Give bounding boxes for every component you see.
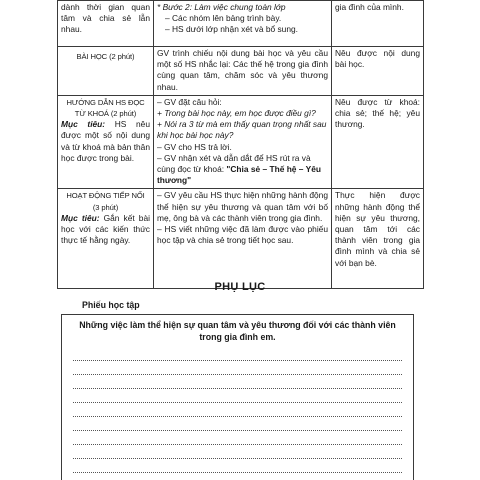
lesson-plan-table xyxy=(57,0,424,289)
activity-text: dành thời gian quan tâm và chia sẻ lẫn nhau. xyxy=(61,2,150,35)
keywords: "Chia sẻ – Thế hệ – Yêu thương" xyxy=(157,164,321,186)
table-row xyxy=(58,1,424,47)
activity-cell xyxy=(58,1,154,47)
outcome-text: Thực hiện được những hành động thể hiện sự yêu thương, quan tâm tới các thành viên trong gia đình mình và chia sẻ với bạn bè. xyxy=(335,190,420,268)
answer-line[interactable] xyxy=(73,375,402,389)
worksheet-title: Những việc làm thể hiện sự quan tâm và yêu thương đối với các thành viên trong gia đình em. xyxy=(79,320,396,342)
objective-label: Mục tiêu: xyxy=(61,119,106,130)
teacher-activity-cell xyxy=(154,95,332,189)
answer-line[interactable] xyxy=(73,403,402,417)
outcome-text: Nêu được từ khoá: chia sẻ; thế hệ; yêu thương. xyxy=(335,96,420,130)
question-line: + Trong bài học này, em học được điều gì? xyxy=(157,108,316,119)
step-line: – HS viết những việc đã làm được vào phiếu học tập và chia sẻ trong tiết học sau. xyxy=(157,224,328,246)
phase-subtitle: (3 phút) xyxy=(92,202,119,212)
teacher-activity-cell xyxy=(154,189,332,289)
phase-cell xyxy=(58,95,154,189)
objective-label: Mục tiêu: xyxy=(61,212,100,223)
objective-text: Gắn kết bài học với các kiến thức thực tế hằng ngày. xyxy=(61,212,150,246)
step-line: – Các nhóm lên bảng trình bày. xyxy=(165,13,282,24)
phase-title: HOẠT ĐỘNG TIẾP NỐI xyxy=(66,191,145,201)
answer-line[interactable] xyxy=(73,431,402,445)
activity-text: GV trình chiếu nội dung bài học và yêu cầu một số HS nhắc lại: Các thế hệ trong gia đình cùng quan tâm, chăm sóc và yêu thương nhau. xyxy=(157,48,328,92)
step-line: – GV đặt câu hỏi: xyxy=(157,96,222,107)
outcome-text: gia đình của mình. xyxy=(335,2,404,12)
answer-line[interactable] xyxy=(73,361,402,375)
appendix-title: PHỤ LỤC xyxy=(214,281,266,293)
expected-outcome-cell xyxy=(332,189,424,289)
answer-line[interactable] xyxy=(73,347,402,361)
phase-cell xyxy=(58,189,154,289)
objective-text: HS nêu được một số nội dung và từ khoá mà bản thân học được trong bài. xyxy=(61,119,150,163)
step-heading: * Bước 2: Làm việc chung toàn lớp xyxy=(157,2,286,12)
step-line: – HS dưới lớp nhận xét và bổ sung. xyxy=(165,24,298,35)
teacher-activity-cell xyxy=(154,47,332,96)
outcome-text: Nêu được nội dung bài học. xyxy=(335,48,420,70)
phase-title: HƯỚNG DẪN HS ĐỌC xyxy=(66,97,145,107)
step-line: – GV yêu cầu HS thực hiện những hành động thể hiện sự yêu thương và quan tâm với bố mẹ, ông bà và các thành viên trong gia đình. xyxy=(157,190,328,223)
worksheet-label: Phiếu học tập xyxy=(82,300,140,310)
expected-outcome-cell xyxy=(332,1,424,47)
table-row xyxy=(58,189,424,289)
answer-lines xyxy=(73,347,402,473)
expected-outcome-cell xyxy=(332,47,424,96)
phase-cell xyxy=(58,47,154,96)
step-line: – GV nhận xét và dẫn dắt để HS rút ra và cùng đọc từ khoá: xyxy=(157,152,311,175)
teacher-activity-cell xyxy=(154,1,332,47)
expected-outcome-cell xyxy=(332,95,424,189)
phase-title: BÀI HỌC (2 phút) xyxy=(76,52,135,61)
worksheet-box xyxy=(61,314,414,480)
step-line: – GV cho HS trả lời. xyxy=(157,141,232,152)
answer-line[interactable] xyxy=(73,417,402,431)
answer-line[interactable] xyxy=(73,459,402,473)
answer-line[interactable] xyxy=(73,389,402,403)
phase-subtitle: TỪ KHOÁ (2 phút) xyxy=(74,109,137,119)
table-row xyxy=(58,95,424,189)
question-line: + Nói ra 3 từ mà em thấy quan trọng nhất sau khi học bài học này? xyxy=(157,119,327,141)
answer-line[interactable] xyxy=(73,445,402,459)
table-row xyxy=(58,47,424,96)
